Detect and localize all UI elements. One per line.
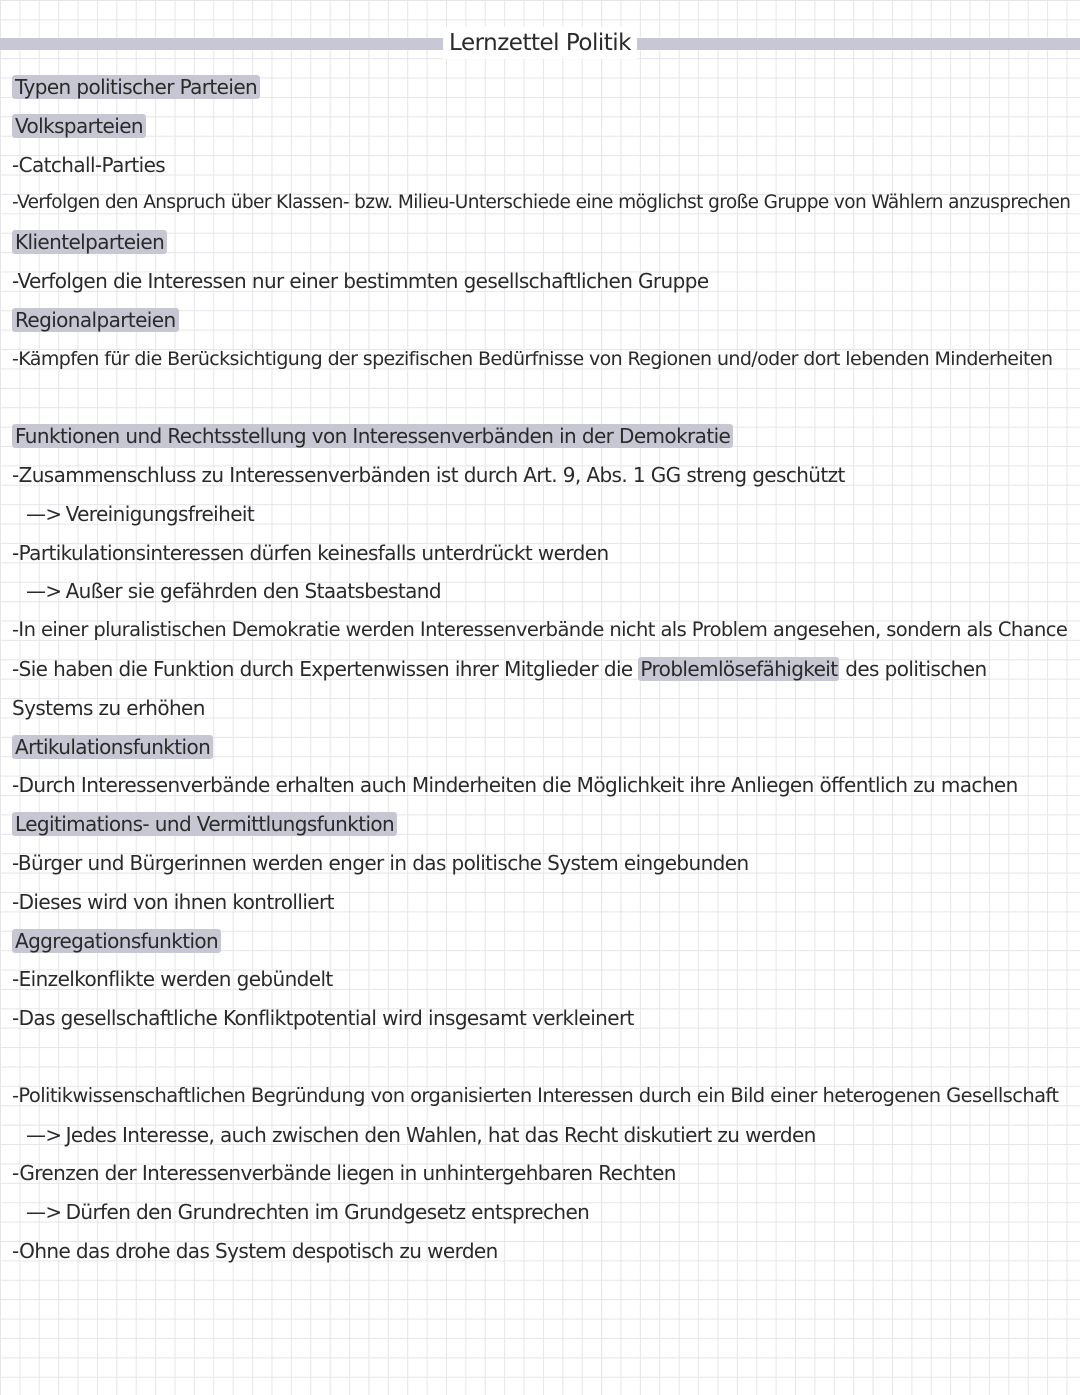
note-line: -Zusammenschluss zu Interessenverbänden ist durch Art. 9, Abs. 1 GG streng geschützt <box>12 462 845 487</box>
arrow-line: —> Jedes Interesse, auch zwischen den Wahlen, hat das Recht diskutiert zu werden <box>12 1116 1074 1155</box>
note-line: -Grenzen der Interessenverbände liegen in unhintergehbaren Rechten <box>12 1161 676 1186</box>
note-line-wrapped: -Sie haben die Funktion durch Expertenwissen ihrer Mitglieder die Problemlösefähigkeit des politischen Systems zu erhöhen <box>12 656 987 720</box>
arrow-icon: —> <box>26 1200 62 1225</box>
arrow-icon: —> <box>26 579 62 604</box>
note-line: -Bürger und Bürgerinnen werden enger in das politische System eingebunden <box>12 850 749 875</box>
subheading-artikulation: Artikulationsfunktion <box>12 728 1074 767</box>
arrow-icon: —> <box>26 501 62 526</box>
subheading-regionalparteien: Regionalparteien <box>12 301 1074 340</box>
note-line: -Politikwissenschaftlichen Begründung von organisierten Interessen durch ein Bild einer heterogenen Gesellschaft <box>12 1083 1059 1107</box>
section-heading-verbaende: Funktionen und Rechtsstellung von Interessenverbänden in der Demokratie <box>12 417 1074 456</box>
arrow-line: —> Außer sie gefährden den Staatsbestand <box>12 572 1074 611</box>
section-heading-parteien: Typen politischer Parteien <box>12 68 1074 107</box>
note-line: -Kämpfen für die Berücksichtigung der spezifischen Bedürfnisse von Regionen und/oder dort lebenden Minderheiten <box>12 347 1053 370</box>
note-line: -Catchall-Parties <box>12 152 166 177</box>
spacer <box>12 1038 1074 1077</box>
arrow-line: —> Vereinigungsfreiheit <box>12 495 1074 534</box>
notes-body <box>12 68 1074 1271</box>
subheading-aggregation: Aggregationsfunktion <box>12 922 1074 961</box>
page-title: Lernzettel Politik <box>443 27 637 59</box>
note-line: -Verfolgen den Anspruch über Klassen- bzw. Milieu-Unterschiede eine möglichst große Gruppe von Wählern anzusprechen <box>12 192 1071 214</box>
note-line: -Partikulationsinteressen dürfen keinesfalls unterdrückt werden <box>12 540 609 565</box>
arrow-icon: —> <box>26 1122 62 1147</box>
note-line: -Das gesellschaftliche Konfliktpotential wird insgesamt verkleinert <box>12 1006 634 1031</box>
spacer <box>12 378 1074 417</box>
note-line: -Durch Interessenverbände erhalten auch Minderheiten die Möglichkeit ihre Anliegen öffentlich zu machen <box>12 773 1018 798</box>
note-line: -Dieses wird von ihnen kontrolliert <box>12 889 334 914</box>
subheading-klientelparteien: Klientelparteien <box>12 223 1074 262</box>
highlighted-term: Problemlösefähigkeit <box>640 656 838 681</box>
subheading-legitimation: Legitimations- und Vermittlungsfunktion <box>12 805 1074 844</box>
note-line: -Ohne das drohe das System despotisch zu werden <box>12 1238 498 1263</box>
note-line: -Einzelkonflikte werden gebündelt <box>12 967 333 992</box>
note-line: -In einer pluralistischen Demokratie werden Interessenverbände nicht als Problem angesehen, sondern als Chance <box>12 618 1068 642</box>
subheading-volksparteien: Volksparteien <box>12 107 1074 146</box>
arrow-line: —> Dürfen den Grundrechten im Grundgesetz entsprechen <box>12 1193 1074 1232</box>
note-line: -Verfolgen die Interessen nur einer bestimmten gesellschaftlichen Gruppe <box>12 268 709 293</box>
